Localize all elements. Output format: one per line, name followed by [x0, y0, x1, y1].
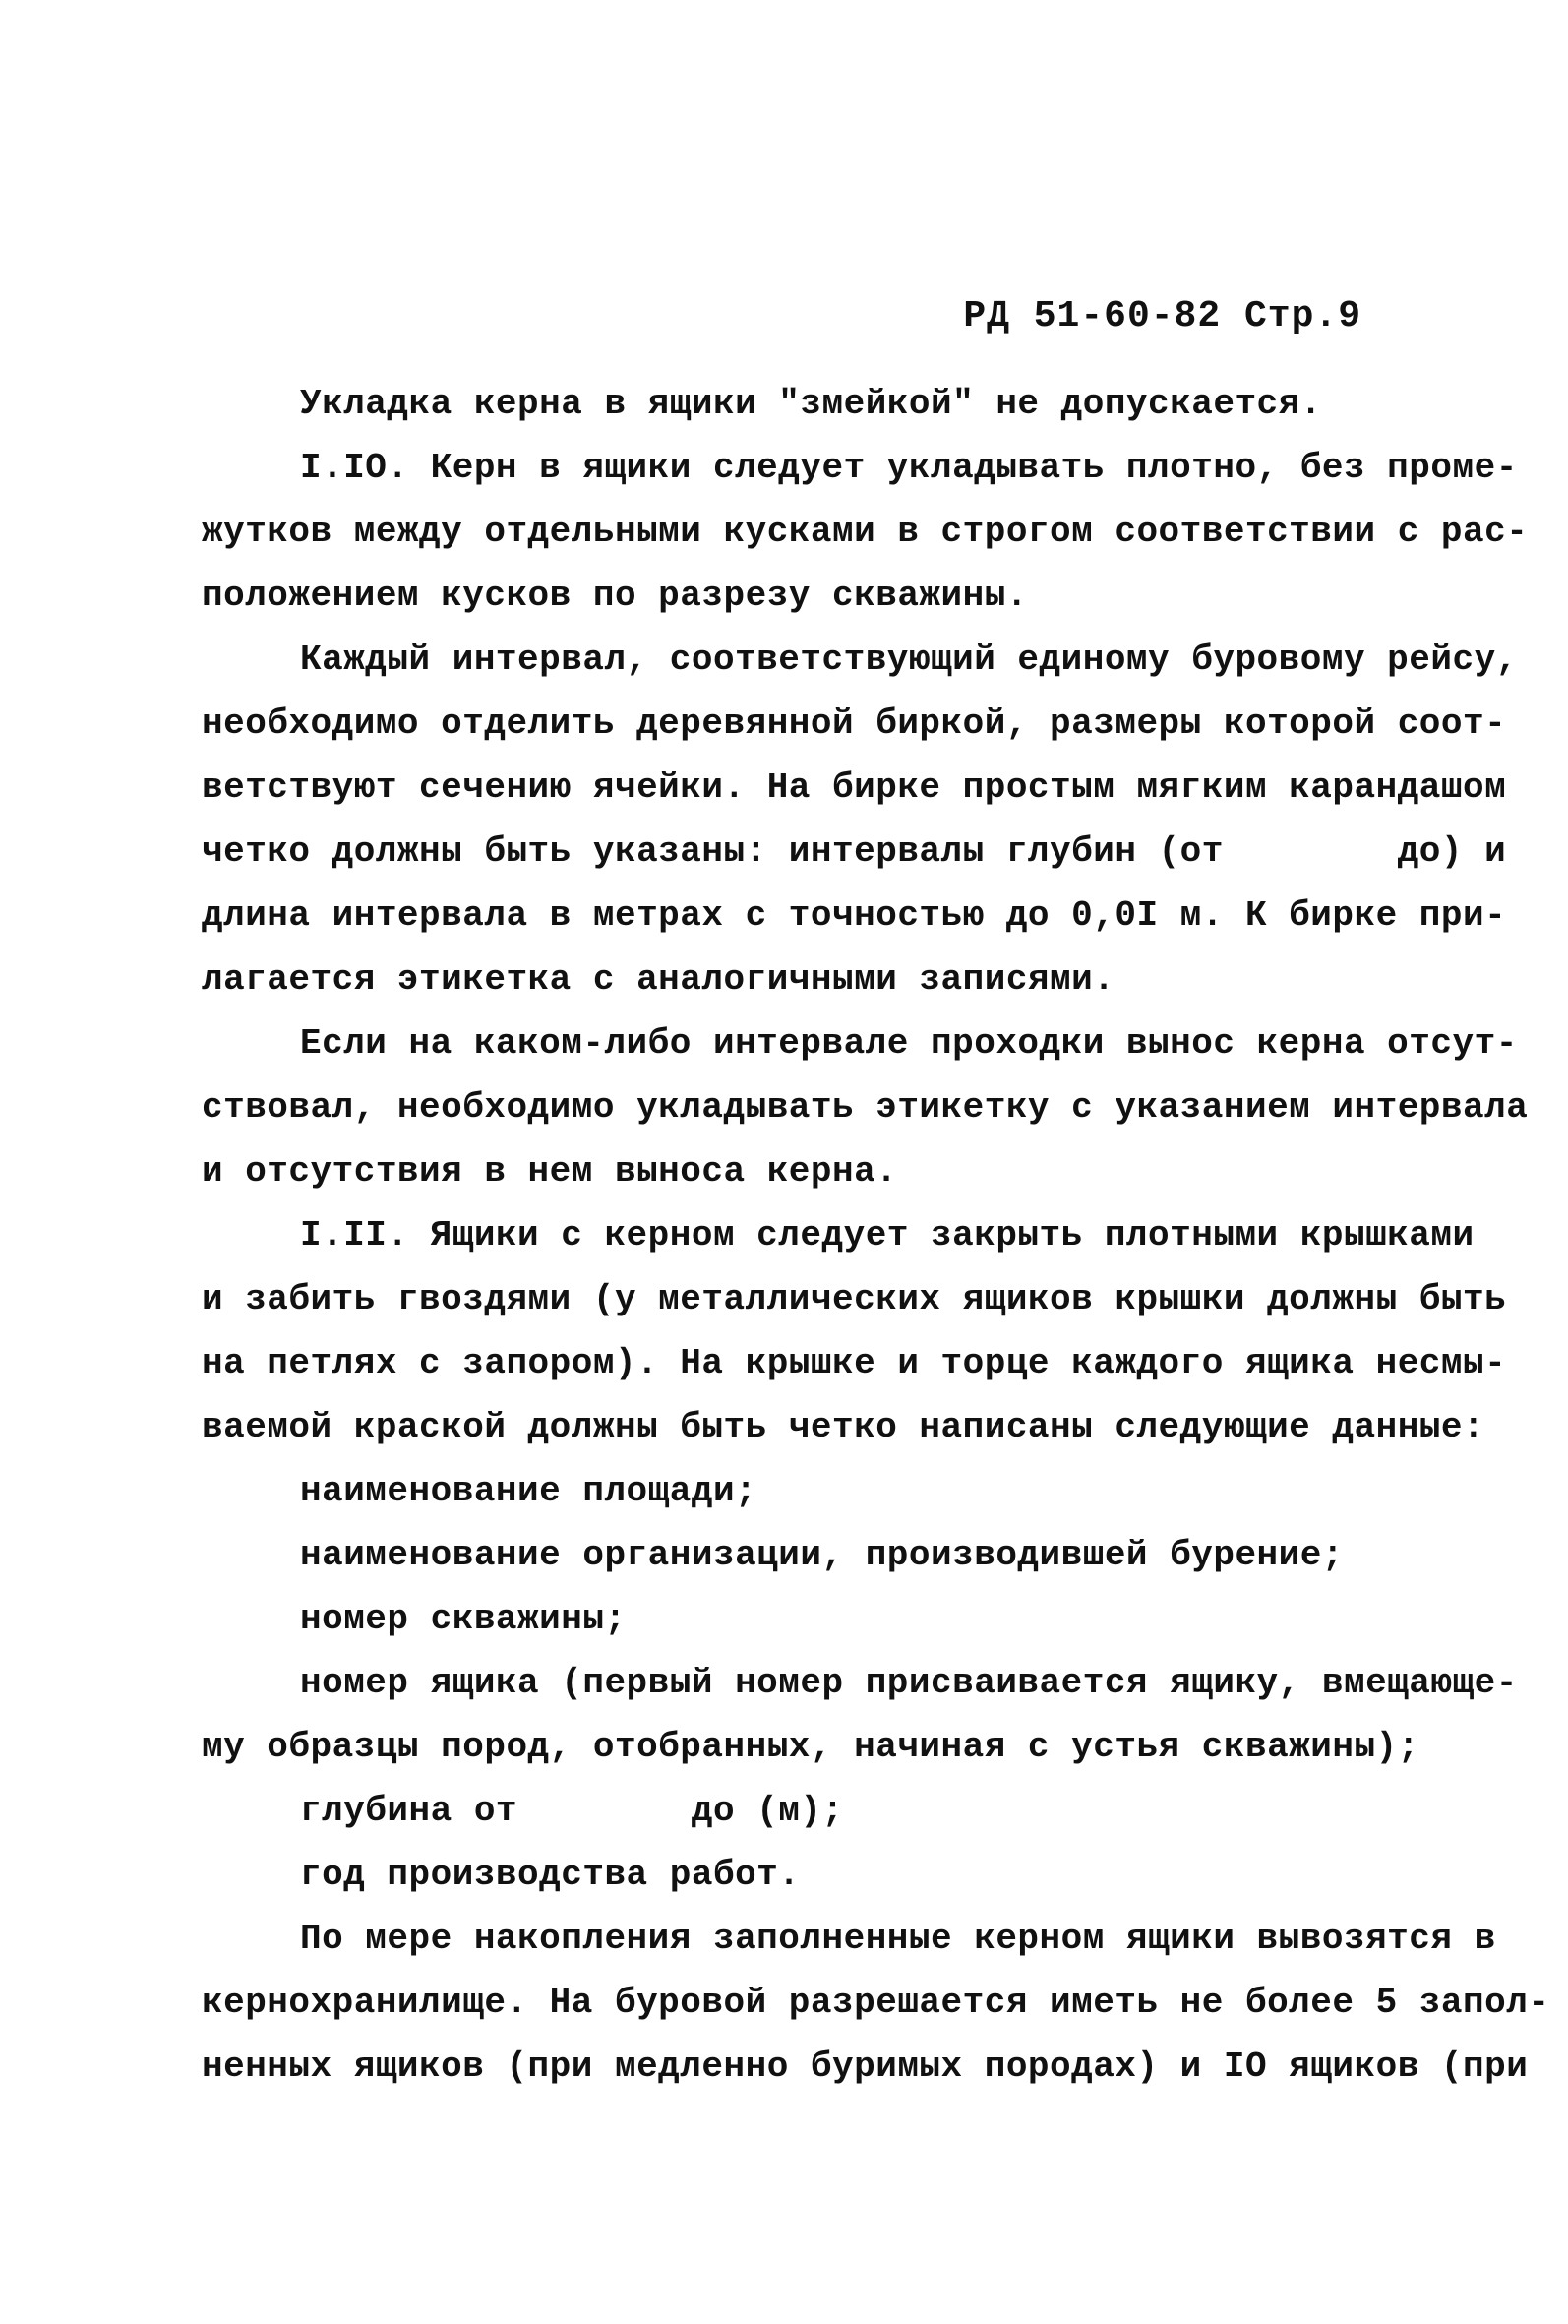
list-item: наименование организации, производившей бурение;	[300, 1535, 1344, 1575]
list-item: номер ящика (первый номер присваивается ящику, вмещающе-	[300, 1663, 1518, 1703]
list-item: глубина от до (м);	[300, 1791, 844, 1831]
text-line: и забить гвоздями (у металлических ящиков крышки должны быть	[202, 1279, 1507, 1319]
list-item: номер скважины;	[300, 1599, 627, 1639]
text-line: Укладка керна в ящики "змейкой" не допускается.	[300, 384, 1322, 424]
text-line: I.II. Ящики с керном следует закрыть плотными крышками	[300, 1215, 1475, 1255]
text-line: лагается этикетка с аналогичными записями.	[202, 959, 1116, 1000]
text-line: По мере накопления заполненные керном ящики вывозятся в	[300, 1919, 1496, 1959]
list-item: год производства работ.	[300, 1855, 801, 1895]
text-line: Каждый интервал, соответствующий единому буровому рейсу,	[300, 640, 1518, 680]
text-line: длина интервала в метрах с точностью до 0,0I м. К бирке при-	[202, 895, 1507, 936]
text-line: ветствуют сечению ячейки. На бирке простым мягким карандашом	[202, 767, 1507, 808]
list-item: наименование площади;	[300, 1471, 757, 1511]
list-item: му образцы пород, отобранных, начиная с устья скважины);	[202, 1727, 1419, 1767]
text-line: кернохранилище. На буровой разрешается иметь не более 5 запол-	[202, 1983, 1550, 2023]
text-line: необходимо отделить деревянной биркой, размеры которой соот-	[202, 703, 1507, 744]
text-line: на петлях с запором). На крышке и торце каждого ящика несмы-	[202, 1343, 1507, 1383]
text-line: I.IO. Керн в ящики следует укладывать плотно, без проме-	[300, 448, 1518, 488]
text-line: и отсутствия в нем выноса керна.	[202, 1151, 898, 1192]
text-line: ненных ящиков (при медленно буримых породах) и IO ящиков (при	[202, 2047, 1529, 2087]
text-line: ствовал, необходимо укладывать этикетку с указанием интервала	[202, 1087, 1529, 1128]
text-line: четко должны быть указаны: интервалы глубин (от до) и	[202, 831, 1507, 872]
text-line: жутков между отдельными кусками в строгом соответствии с рас-	[202, 512, 1529, 552]
page-header: РД 51-60-82 Стр.9	[963, 295, 1361, 337]
text-line: ваемой краской должны быть четко написаны следующие данные:	[202, 1407, 1485, 1447]
text-line: положением кусков по разрезу скважины.	[202, 576, 1028, 616]
text-line: Если на каком-либо интервале проходки вынос керна отсут-	[300, 1023, 1518, 1064]
